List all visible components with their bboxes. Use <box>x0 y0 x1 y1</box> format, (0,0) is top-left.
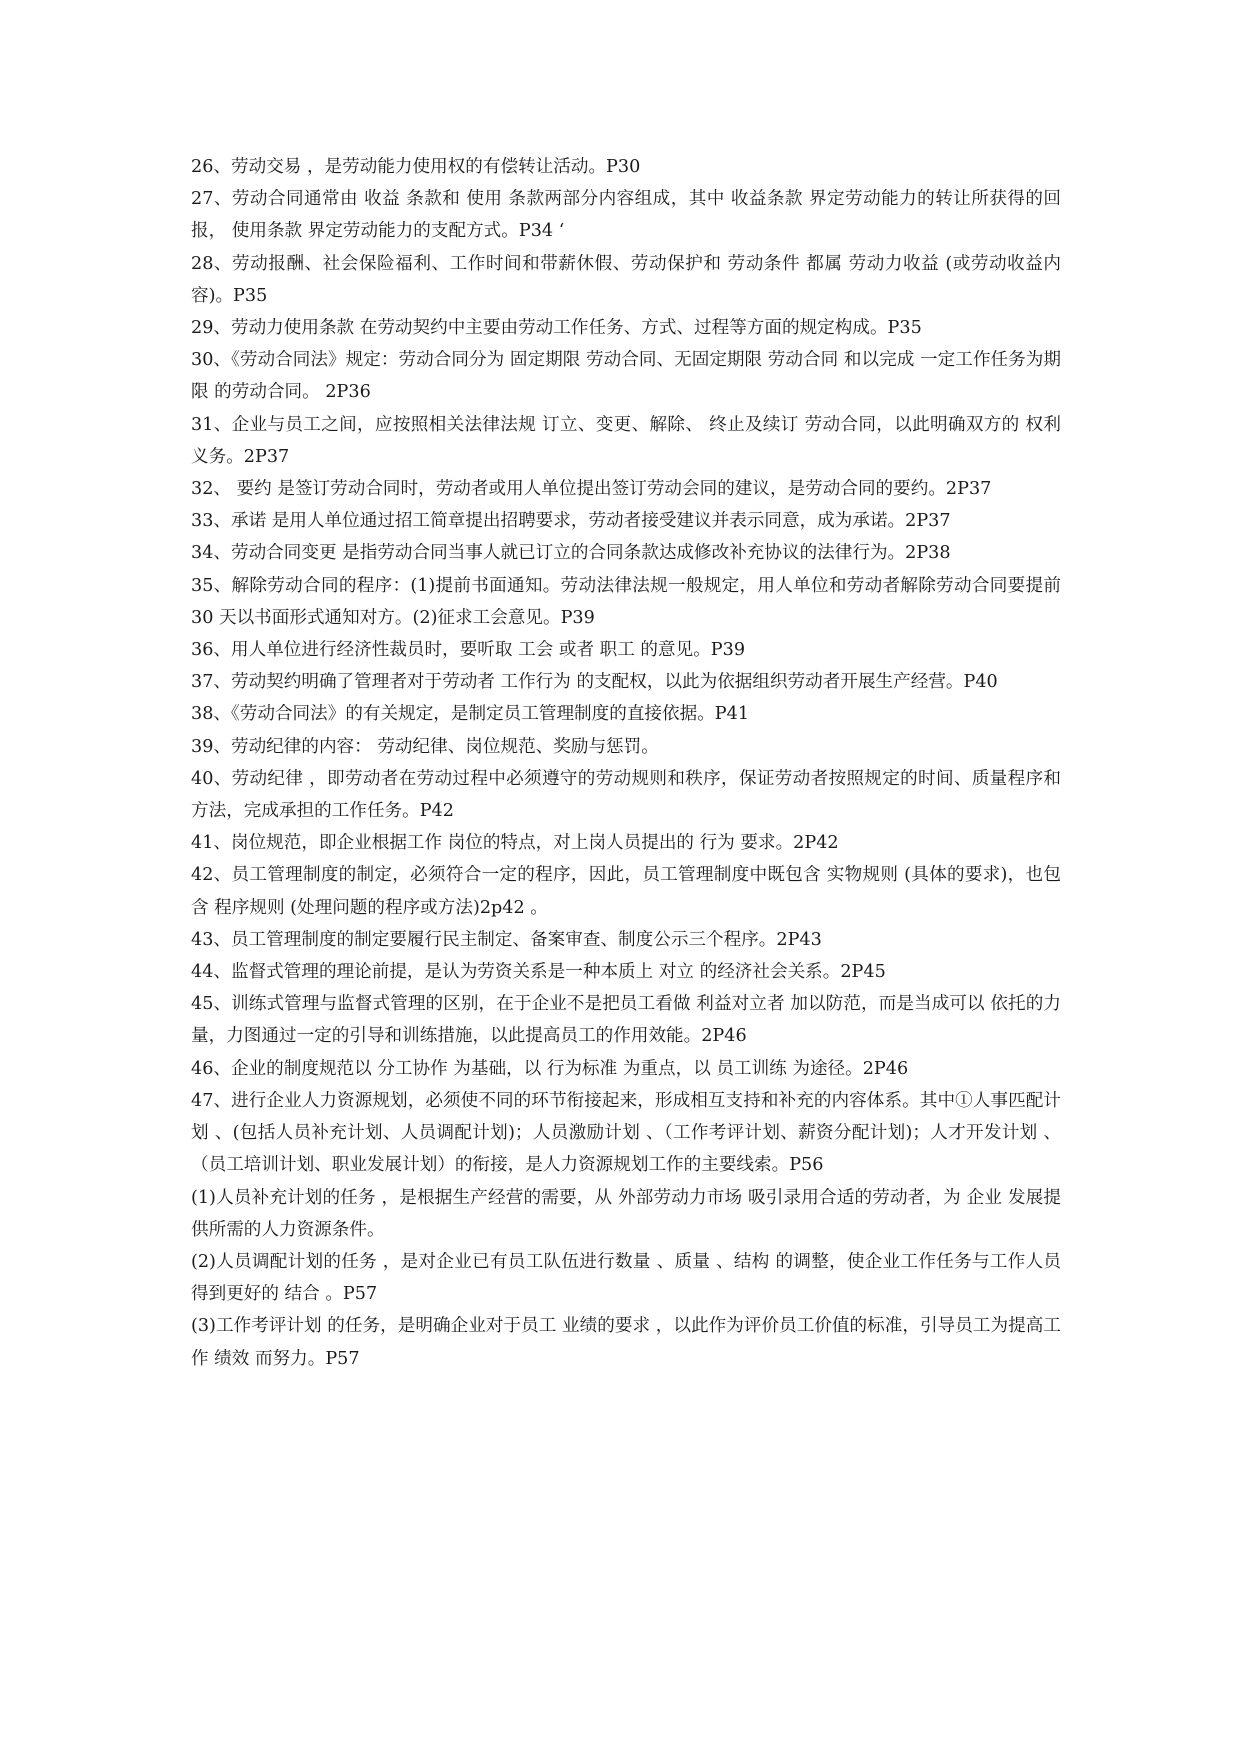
paragraph-47-sub-1: (1)人员补充计划的任务 ，是根据生产经营的需要，从 外部劳动力市场 吸引录用合适的劳动者，为 企业 发展提供所需的人力资源条件。 <box>191 1187 1061 1240</box>
paragraph-34: 34、劳动合同变更 是指劳动合同当事人就已订立的合同条款达成修改补充协议的法律行为。2P38 <box>191 543 951 564</box>
paragraph-29: 29、劳动力使用条款 在劳动契约中主要由劳动工作任务、方式、过程等方面的规定构成。P35 <box>191 318 922 339</box>
paragraph-47-sub-3: (3)工作考评计划 的任务，是明确企业对于员工 业绩的要求 ，以此作为评价员工价值的标准，引导员工为提高工作 绩效 而努力。P57 <box>191 1316 1061 1369</box>
document-body <box>191 151 1061 1375</box>
paragraph-44: 44、监督式管理的理论前提，是认为劳资关系是一种本质上 对立 的经济社会关系。2P45 <box>191 962 886 983</box>
paragraph-26: 26、劳动交易 ，是劳动能力使用权的有偿转让活动。P30 <box>191 157 641 177</box>
paragraph-30: 30、《劳动合同法》规定：劳动合同分为 固定期限 劳动合同、无固定期限 劳动合同 和以完成 一定工作任务为期限 的劳动合同。 2P36 <box>191 350 1061 403</box>
paragraph-47: 47、进行企业人力资源规划，必须使不同的环节衔接起来，形成相互支持和补充的内容体系。其中①人事匹配计划 、(包括人员补充计划、人员调配计划)；人员激励计划 、（工作考评计划、薪资分配计划)；人才开发计划 、（员工培训计划、职业发展计划）的衔接，是人力资源规划工作的主要线索。P56 <box>191 1090 1061 1176</box>
paragraph-39: 39、劳动纪律的内容： 劳动纪律、岗位规范、奖励与惩罚。 <box>191 736 659 757</box>
paragraph-32: 32、 要约 是签订劳动合同时，劳动者或用人单位提出签订劳动会同的建议，是劳动合同的要约。2P37 <box>191 479 992 500</box>
paragraph-37: 37、劳动契约明确了管理者对于劳动者 工作行为 的支配权，以此为依据组织劳动者开展生产经营。P40 <box>191 672 998 693</box>
paragraph-36: 36、用人单位进行经济性裁员时，要听取 工会 或者 职工 的意见。P39 <box>191 640 746 661</box>
paragraph-38: 38、《劳动合同法》的有关规定，是制定员工管理制度的直接依据。P41 <box>191 704 750 725</box>
paragraph-45: 45、训练式管理与监督式管理的区别，在于企业不是把员工看做 利益对立者 加以防范，而是当成可以 依托的力量，力图通过一定的引导和训练措施，以此提高员工的作用效能。2P46 <box>191 994 1061 1047</box>
paragraph-43: 43、员工管理制度的制定要履行民主制定、备案审查、制度公示三个程序。2P43 <box>191 929 822 950</box>
paragraph-46: 46、企业的制度规范以 分工协作 为基础，以 行为标准 为重点，以 员工训练 为途径。2P46 <box>191 1058 909 1079</box>
paragraph-47-sub-2: (2)人员调配计划的任务 ，是对企业已有员工队伍进行数量 、质量 、结构 的调整，使企业工作任务与工作人员得到更好的 结合 。P57 <box>191 1251 1061 1305</box>
paragraph-41: 41、岗位规范，即企业根据工作 岗位的特点，对上岗人员提出的 行为 要求。2P42 <box>191 833 839 854</box>
paragraph-27: 27、劳动合同通常由 收益 条款和 使用 条款两部分内容组成，其中 收益条款 界定劳动能力的转让所获得的回报， 使用条款 界定劳动能力的支配方式。P34 ‘ <box>191 189 1061 242</box>
paragraph-40: 40、劳动纪律 ，即劳动者在劳动过程中必须遵守的劳动规则和秩序，保证劳动者按照规定的时间、质量程序和方法，完成承担的工作任务。P42 <box>191 768 1061 822</box>
paragraph-31: 31、企业与员工之间，应按照相关法律法规 订立、变更、解除、 终止及续订 劳动合同，以此明确双方的 权利义务。2P37 <box>191 414 1061 467</box>
paragraph-28: 28、劳动报酬、社会保险福利、工作时间和带薪休假、劳动保护和 劳动条件 都属 劳动力收益 (或劳动收益内容)。P35 <box>191 253 1061 306</box>
paragraph-35: 35、解除劳动合同的程序：(1)提前书面通知。劳动法律法规一般规定，用人单位和劳动者解除劳动合同要提前 30 天以书面形式通知对方。(2)征求工会意见。P39 <box>191 575 1061 628</box>
paragraph-33: 33、承诺 是用人单位通过招工简章提出招聘要求，劳动者接受建议并表示同意，成为承诺。2P37 <box>191 511 951 532</box>
paragraph-42: 42、员工管理制度的制定，必须符合一定的程序，因此，员工管理制度中既包含 实物规则 (具体的要求)，也包含 程序规则 (处理问题的程序或方法)2p42 。 <box>191 865 1061 918</box>
